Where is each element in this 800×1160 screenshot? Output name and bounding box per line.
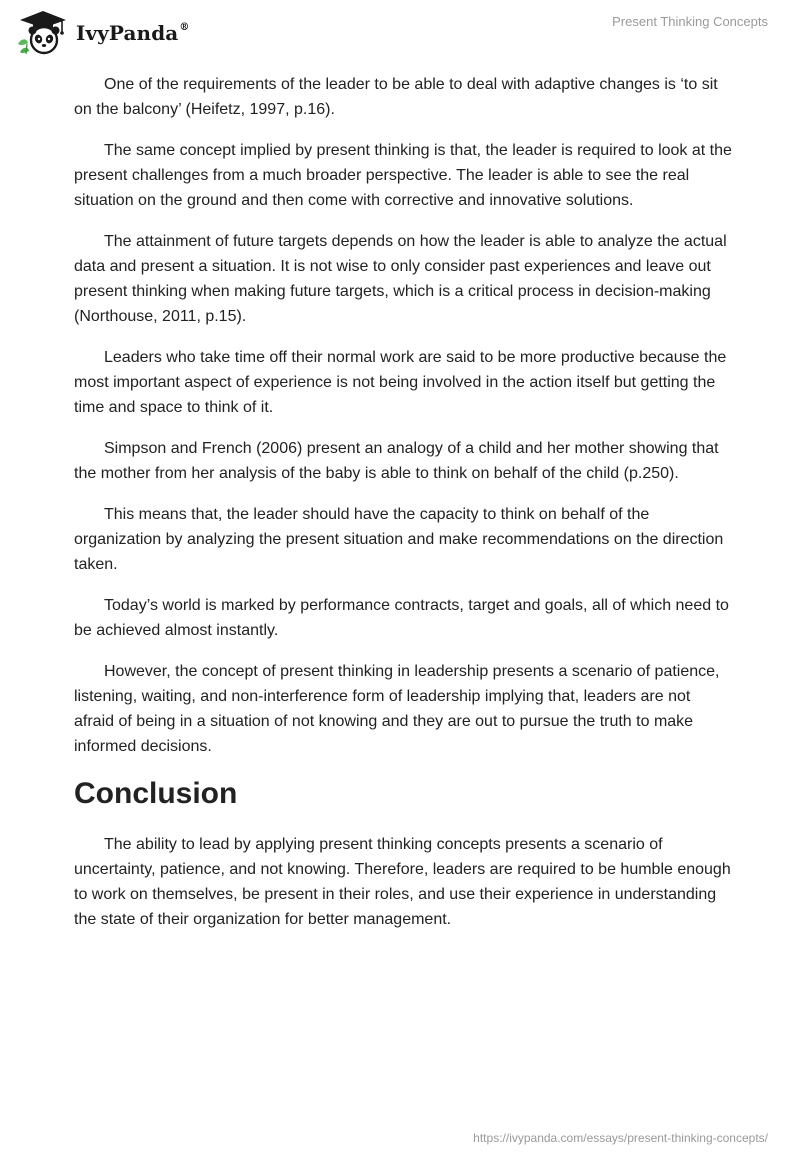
paragraph-balcony: One of the requirements of the leader to be able to deal with adaptive changes is ‘to sit on the balcony’ (Heifetz, 1997, p.16). [74, 76, 718, 118]
conclusion-heading: Conclusion [74, 777, 238, 810]
essay-body [74, 72, 734, 948]
panda-graduation-cap-icon [14, 8, 72, 56]
source-url-link[interactable]: https://ivypanda.com/essays/present-thinking-concepts/ [473, 1131, 768, 1145]
registered-mark: ® [179, 22, 190, 34]
paragraph-think-on-behalf: This means that, the leader should have the capacity to think on behalf of the organization by analyzing the present situation and make recommendations on the direction taken. [74, 506, 724, 573]
page-title: Present Thinking Concepts [612, 14, 768, 29]
paragraph-broader-perspective: The same concept implied by present thinking is that, the leader is required to look at the present challenges from a much broader perspective. The leader is able to see the real situation on the ground and then come with corrective and innovative solutions. [74, 142, 732, 209]
paragraph-time-off: Leaders who take time off their normal work are said to be more productive because the most important aspect of experience is not being involved in the action itself but getting the time and space to think of it. [74, 349, 727, 416]
brand-name: IvyPanda® [76, 21, 190, 45]
paragraph-patience: However, the concept of present thinking in leadership presents a scenario of patience, listening, waiting, and non-interference form of leadership implying that, leaders are not afraid of being in a situation of not knowing and they are out to pursue the truth to make informed decisions. [74, 663, 720, 755]
paragraph-future-targets: The attainment of future targets depends on how the leader is able to analyze the actual data and present a situation. It is not wise to only consider past experiences and leave out present thinking when making future targets, which is a critical process in decision-making (Northouse, 2011, p.15). [74, 233, 727, 325]
paragraph-todays-world: Today’s world is marked by performance contracts, target and goals, all of which need to be achieved almost instantly. [74, 597, 729, 639]
paragraph-conclusion: The ability to lead by applying present thinking concepts presents a scenario of uncertainty, patience, and not knowing. Therefore, leaders are required to be humble enough to work on themselves, be present in their roles, and use their experience in understanding the state of their organization for better management. [74, 836, 731, 928]
page-header [0, 0, 800, 60]
brand-logo[interactable] [14, 8, 189, 56]
paragraph-mother-analogy: Simpson and French (2006) present an analogy of a child and her mother showing that the mother from her analysis of the baby is able to think on behalf of the child (p.250). [74, 440, 719, 482]
